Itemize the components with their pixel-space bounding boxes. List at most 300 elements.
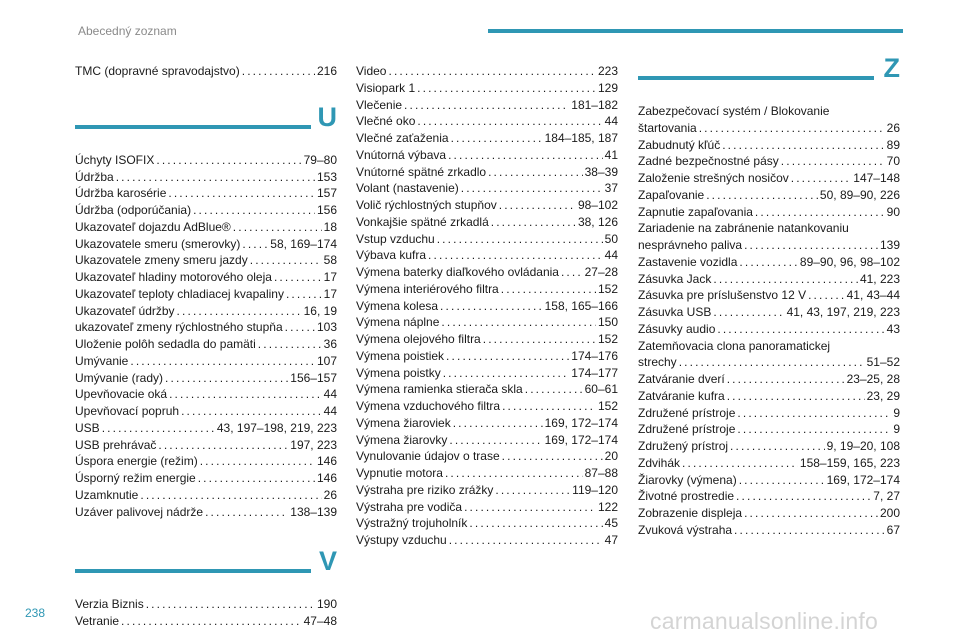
index-entry bbox=[75, 252, 337, 269]
dot-leader bbox=[286, 286, 322, 303]
index-entry-page: 9 bbox=[893, 405, 900, 420]
entries-z-3 bbox=[638, 354, 900, 538]
dot-leader bbox=[679, 354, 865, 371]
dot-leader bbox=[744, 237, 878, 254]
dot-leader bbox=[501, 281, 596, 298]
index-entry-page: 20 bbox=[604, 449, 618, 464]
dot-leader bbox=[233, 219, 322, 236]
index-entry bbox=[356, 415, 618, 432]
index-entry bbox=[75, 202, 337, 219]
index-entry-page: 90 bbox=[886, 204, 900, 219]
dot-leader bbox=[722, 137, 884, 154]
index-entry-page: 26 bbox=[886, 120, 900, 135]
index-entry-page: 169, 172–174 bbox=[544, 432, 618, 447]
section-header-z bbox=[638, 53, 900, 103]
dot-leader bbox=[469, 515, 602, 532]
dot-leader bbox=[495, 482, 570, 499]
index-entry-text: Výmena ramienka stierača skla bbox=[356, 382, 523, 397]
index-entry bbox=[638, 354, 900, 371]
index-entry-text: Umývanie (rady) bbox=[75, 370, 164, 385]
index-entry bbox=[638, 371, 900, 388]
header-accent-bar bbox=[488, 29, 903, 33]
index-entry-page: 89–90, 96, 98–102 bbox=[799, 254, 900, 269]
entry-line: Zariadenie na zabránenie natankovaniu bbox=[638, 221, 849, 236]
section-rule bbox=[75, 569, 311, 573]
index-entry bbox=[356, 164, 618, 181]
entry-line: Zatemňovacia clona panoramatickej bbox=[638, 338, 831, 353]
index-entry bbox=[356, 63, 618, 80]
index-entry-text: Údržba (odporúčania) bbox=[75, 203, 192, 217]
section-letter-u: U bbox=[317, 101, 337, 132]
index-entry-page: 43, 197–198, 219, 223 bbox=[216, 420, 337, 435]
index-entry bbox=[356, 197, 618, 214]
index-entry-page: 9, 19–20, 108 bbox=[826, 439, 900, 453]
dot-leader bbox=[737, 421, 891, 438]
index-entry bbox=[638, 271, 900, 288]
dot-leader bbox=[140, 487, 321, 504]
index-entry-page: 23, 29 bbox=[866, 388, 900, 403]
index-entry-page: 184–185, 187 bbox=[544, 131, 618, 145]
dot-leader bbox=[451, 130, 543, 147]
dot-leader bbox=[453, 415, 543, 432]
index-entry-page: 103 bbox=[316, 320, 337, 335]
index-entry bbox=[356, 214, 618, 231]
index-entry-page: 44 bbox=[323, 387, 337, 402]
entries-t bbox=[75, 63, 337, 80]
index-entry-page: 26 bbox=[323, 487, 337, 502]
dot-leader bbox=[417, 80, 596, 97]
index-entry-page: 169, 172–174 bbox=[544, 415, 618, 430]
entries-z-1 bbox=[638, 120, 900, 221]
index-entry-text: Výstupy vzduchu bbox=[356, 533, 447, 547]
dot-leader bbox=[445, 465, 583, 482]
index-entry-page: 17 bbox=[323, 270, 337, 284]
index-entry bbox=[75, 286, 337, 303]
dot-leader bbox=[727, 371, 845, 388]
dot-leader bbox=[717, 321, 884, 338]
index-entry bbox=[356, 398, 618, 415]
index-entry bbox=[75, 613, 337, 630]
dot-leader bbox=[461, 180, 603, 197]
index-entry bbox=[75, 63, 337, 80]
index-entry-page: 156 bbox=[316, 203, 337, 217]
index-entry bbox=[75, 319, 337, 336]
index-entry-page: 50, 89–90, 226 bbox=[819, 187, 900, 202]
index-entry-page: 156–157 bbox=[290, 370, 337, 385]
index-entry-text: Výmena vzduchového filtra bbox=[356, 399, 501, 413]
index-entry-text: Združené prístroje bbox=[638, 422, 736, 437]
index-entry-page: 44 bbox=[604, 248, 618, 263]
index-entry bbox=[356, 180, 618, 197]
index-entry bbox=[638, 187, 900, 204]
index-entry bbox=[75, 169, 337, 186]
index-entry-text: Uzáver palivovej nádrže bbox=[75, 504, 204, 519]
dot-leader bbox=[121, 613, 302, 630]
index-entry-text: Ukazovateľ teploty chladiacej kvapaliny bbox=[75, 286, 284, 301]
index-entry-text: Výmena žiarovky bbox=[356, 432, 448, 447]
index-entry-text: štartovania bbox=[638, 120, 697, 135]
dot-leader bbox=[116, 169, 315, 186]
index-entry bbox=[638, 388, 900, 405]
index-entry bbox=[638, 153, 900, 170]
dot-leader bbox=[736, 488, 871, 505]
index-entry-text: Zapaľovanie bbox=[638, 187, 705, 202]
index-entry-text: Zatváranie dverí bbox=[638, 372, 725, 386]
dot-leader bbox=[146, 596, 315, 613]
index-entry-text: Ukazovateľ dojazdu AdBlue® bbox=[75, 219, 231, 234]
index-entry-text: Ukazovateľ údržby bbox=[75, 303, 175, 318]
index-entry-text: Upevňovací popruh bbox=[75, 404, 180, 418]
index-entry bbox=[356, 515, 618, 532]
dot-leader bbox=[727, 388, 865, 405]
index-entry-text: Zvuková výstraha bbox=[638, 522, 733, 537]
index-entry bbox=[356, 97, 618, 114]
index-entry-text: Zabudnutý kľúč bbox=[638, 137, 721, 152]
index-entry-text: Zdvihák bbox=[638, 455, 681, 470]
index-entry-text: Ukazovatele zmeny smeru jazdy bbox=[75, 253, 248, 268]
index-entry-text: Výmena baterky diaľkového ovládania bbox=[356, 265, 559, 279]
index-entry bbox=[356, 448, 618, 465]
dot-leader bbox=[561, 264, 583, 281]
section-letter-v: V bbox=[318, 546, 337, 577]
index-entry bbox=[356, 113, 618, 130]
index-entry bbox=[75, 353, 337, 370]
index-entry bbox=[638, 488, 900, 505]
index-entry bbox=[75, 386, 337, 403]
dot-leader bbox=[258, 336, 322, 353]
index-entry bbox=[75, 303, 337, 320]
dot-leader bbox=[165, 370, 288, 387]
index-entry-text: Uzamknutie bbox=[75, 487, 139, 502]
dot-leader bbox=[181, 403, 322, 420]
dot-leader bbox=[193, 202, 315, 219]
index-entry-page: 129 bbox=[597, 80, 618, 95]
section-letter-z: Z bbox=[883, 53, 900, 83]
index-entry bbox=[356, 499, 618, 516]
index-entry-page: 38–39 bbox=[584, 164, 618, 179]
dot-leader bbox=[781, 153, 885, 170]
dot-leader bbox=[491, 214, 576, 231]
index-entry bbox=[356, 130, 618, 147]
index-entry-page: 41 bbox=[604, 147, 618, 162]
index-entry bbox=[638, 522, 900, 539]
index-entry-page: 98–102 bbox=[577, 198, 618, 212]
dot-leader bbox=[428, 247, 603, 264]
index-entry bbox=[356, 348, 618, 365]
index-entry bbox=[356, 231, 618, 248]
index-entry-text: Údržba bbox=[75, 169, 114, 184]
index-entry-page: 147–148 bbox=[853, 171, 900, 185]
index-entry-page: 223 bbox=[597, 64, 618, 78]
index-entry-text: Vnútorná výbava bbox=[356, 147, 447, 162]
dot-leader bbox=[483, 331, 596, 348]
running-header: Abecedný zoznam bbox=[78, 24, 177, 38]
dot-leader bbox=[734, 522, 885, 539]
index-entry bbox=[75, 504, 337, 521]
dot-leader bbox=[285, 319, 315, 336]
index-entry bbox=[356, 314, 618, 331]
index-entry-text: Výstraha pre riziko zrážky bbox=[356, 482, 494, 497]
index-entry-text: Verzia Biznis bbox=[75, 597, 144, 612]
index-entry-text: Výmena poistky bbox=[356, 365, 441, 380]
index-entry-text: Visiopark 1 bbox=[356, 80, 416, 95]
index-entry-page: 174–177 bbox=[571, 365, 618, 380]
index-entry bbox=[75, 370, 337, 387]
index-column-1 bbox=[75, 63, 337, 630]
dot-leader bbox=[737, 405, 891, 422]
index-entry-text: Zásuvka pre príslušenstvo 12 V bbox=[638, 288, 807, 303]
index-entry bbox=[356, 80, 618, 97]
index-entry-page: 47 bbox=[604, 533, 618, 547]
index-entry-text: Umývanie bbox=[75, 353, 129, 368]
dot-leader bbox=[205, 504, 288, 521]
dot-leader bbox=[443, 365, 570, 382]
entry-line: Zabezpečovací systém / Blokovanie bbox=[638, 104, 830, 118]
index-entry-page: 9 bbox=[893, 422, 900, 437]
index-entry-page: 139 bbox=[879, 238, 900, 252]
entries-v-continued bbox=[356, 63, 618, 549]
index-entry-text: USB bbox=[75, 420, 100, 435]
index-entry bbox=[75, 185, 337, 202]
index-entry-page: 41, 43–44 bbox=[846, 288, 900, 303]
dot-leader bbox=[388, 63, 595, 80]
index-entry-text: Zásuvka USB bbox=[638, 305, 712, 319]
index-entry-text: Vlečné oko bbox=[356, 114, 416, 129]
dot-leader bbox=[158, 437, 288, 454]
dot-leader bbox=[198, 470, 315, 487]
index-entry-page: 45 bbox=[604, 516, 618, 531]
index-entry-text: USB prehrávač bbox=[75, 437, 157, 452]
index-entry bbox=[638, 455, 900, 472]
index-entry bbox=[638, 321, 900, 338]
dot-leader bbox=[102, 420, 215, 437]
index-entry bbox=[75, 403, 337, 420]
index-entry-page: 146 bbox=[316, 454, 337, 469]
dot-leader bbox=[177, 303, 302, 320]
index-entry-text: Výbava kufra bbox=[356, 248, 427, 263]
index-entry bbox=[75, 152, 337, 169]
index-entry bbox=[356, 247, 618, 264]
index-entry-page: 44 bbox=[323, 404, 337, 418]
index-entry bbox=[75, 487, 337, 504]
index-entry bbox=[75, 219, 337, 236]
index-entry bbox=[356, 465, 618, 482]
index-entry-text: Výmena kolesa bbox=[356, 298, 439, 313]
index-entry bbox=[75, 236, 337, 253]
index-entry-page: 146 bbox=[316, 471, 337, 485]
index-entry-page: 152 bbox=[597, 399, 618, 413]
index-entry-text: Údržba karosérie bbox=[75, 186, 167, 201]
dot-leader bbox=[169, 386, 322, 403]
index-entry bbox=[356, 264, 618, 281]
index-entry-text: Výstražný trojuholník bbox=[356, 516, 468, 531]
index-entry bbox=[638, 254, 900, 271]
index-entry-text: Úsporný režim energie bbox=[75, 471, 196, 485]
entries-z-2 bbox=[638, 237, 900, 338]
index-entry-text: Združený prístroj bbox=[638, 439, 729, 453]
index-entry bbox=[75, 470, 337, 487]
index-entry-page: 153 bbox=[316, 169, 337, 184]
index-entry-text: Zapnutie zapaľovania bbox=[638, 204, 753, 219]
dot-leader bbox=[156, 152, 301, 169]
page-number: 238 bbox=[25, 606, 46, 620]
dot-leader bbox=[130, 353, 315, 370]
dot-leader bbox=[168, 185, 315, 202]
index-entry bbox=[638, 304, 900, 321]
index-entry-page: 122 bbox=[597, 499, 618, 514]
index-entry bbox=[75, 336, 337, 353]
index-entry-text: Volič rýchlostných stupňov bbox=[356, 198, 497, 212]
index-entry-text: Vonkajšie spätné zrkadlá bbox=[356, 214, 489, 229]
index-entry bbox=[638, 137, 900, 154]
dot-leader bbox=[808, 287, 845, 304]
index-entry bbox=[75, 596, 337, 613]
dot-leader bbox=[706, 187, 818, 204]
index-entry-page: 190 bbox=[316, 597, 337, 612]
index-entry bbox=[75, 437, 337, 454]
index-entry bbox=[356, 365, 618, 382]
entries-v bbox=[75, 596, 337, 630]
dot-leader bbox=[744, 505, 878, 522]
index-entry bbox=[638, 120, 900, 137]
index-entry-page: 43 bbox=[886, 321, 900, 336]
index-entry bbox=[638, 287, 900, 304]
dot-leader bbox=[488, 164, 583, 181]
index-entry-page: 181–182 bbox=[571, 97, 618, 112]
index-entry-text: Životné prostredie bbox=[638, 489, 735, 504]
index-entry-text: Výmena žiaroviek bbox=[356, 415, 451, 430]
index-entry-text: Vstup vzduchu bbox=[356, 231, 435, 246]
index-entry-page: 18 bbox=[323, 219, 337, 234]
index-entry-text: TMC (dopravné spravodajstvo) bbox=[75, 64, 240, 78]
index-entry-page: 158, 165–166 bbox=[544, 298, 618, 313]
index-entry bbox=[356, 331, 618, 348]
index-entry-page: 60–61 bbox=[584, 382, 618, 397]
index-entry-text: Výmena poistiek bbox=[356, 348, 445, 363]
index-entry bbox=[75, 269, 337, 286]
index-entry bbox=[356, 298, 618, 315]
index-entry-text: Upevňovacie oká bbox=[75, 387, 168, 402]
index-entry bbox=[356, 381, 618, 398]
index-entry-page: 138–139 bbox=[290, 504, 337, 519]
dot-leader bbox=[713, 304, 784, 321]
dot-leader bbox=[713, 271, 858, 288]
dot-leader bbox=[755, 204, 885, 221]
dot-leader bbox=[449, 432, 542, 449]
index-entry-text: Výstraha pre vodiča bbox=[356, 499, 463, 514]
dot-leader bbox=[274, 269, 322, 286]
dot-leader bbox=[730, 438, 825, 455]
index-entry-text: Vlečenie bbox=[356, 97, 403, 112]
index-entry-page: 16, 19 bbox=[303, 303, 337, 318]
index-entry-page: 37 bbox=[604, 181, 618, 196]
index-entry-page: 79–80 bbox=[303, 152, 337, 167]
index-entry-text: Vypnutie motora bbox=[356, 466, 443, 480]
index-entry-text: Video bbox=[356, 64, 387, 78]
index-entry bbox=[356, 482, 618, 499]
dot-leader bbox=[525, 381, 583, 398]
index-column-3 bbox=[638, 53, 900, 539]
index-entry-text: Výmena náplne bbox=[356, 315, 440, 330]
index-entry-page: 67 bbox=[886, 522, 900, 537]
index-entry bbox=[75, 420, 337, 437]
index-entry-page: 27–28 bbox=[584, 265, 618, 279]
watermark: carmanualsonline.info bbox=[650, 608, 878, 634]
index-entry-page: 58, 169–174 bbox=[270, 236, 337, 251]
index-entry-page: 216 bbox=[316, 64, 337, 78]
index-entry-text: Zatváranie kufra bbox=[638, 388, 725, 403]
index-entry-page: 38, 126 bbox=[577, 214, 618, 229]
index-entry-text: Vetranie bbox=[75, 614, 120, 628]
dot-leader bbox=[242, 236, 268, 253]
index-entry-page: 119–120 bbox=[572, 482, 618, 497]
index-entry-text: Vynulovanie údajov o trase bbox=[356, 449, 500, 464]
index-entry-text: strechy bbox=[638, 355, 677, 370]
index-entry-page: 107 bbox=[316, 353, 337, 368]
index-entry-page: 47–48 bbox=[303, 614, 337, 628]
index-entry bbox=[638, 170, 900, 187]
index-entry-text: nesprávneho paliva bbox=[638, 238, 743, 252]
index-entry-page: 17 bbox=[323, 286, 337, 301]
index-entry bbox=[638, 438, 900, 455]
index-entry-page: 152 bbox=[597, 281, 618, 296]
index-entry-page: 87–88 bbox=[584, 466, 618, 480]
section-header-u bbox=[75, 101, 337, 152]
dot-leader bbox=[417, 113, 602, 130]
dot-leader bbox=[682, 455, 798, 472]
index-entry bbox=[638, 237, 900, 254]
index-entry-page: 70 bbox=[886, 154, 900, 169]
dot-leader bbox=[448, 147, 603, 164]
index-entry-text: Zobrazenie displeja bbox=[638, 506, 743, 520]
dot-leader bbox=[250, 252, 322, 269]
index-entry bbox=[356, 281, 618, 298]
dot-leader bbox=[242, 63, 315, 80]
index-entry-text: Zásuvka Jack bbox=[638, 271, 712, 286]
index-column-2 bbox=[356, 63, 618, 549]
index-entry-text: Združené prístroje bbox=[638, 405, 736, 420]
index-entry-text: Zadné bezpečnostné pásy bbox=[638, 154, 779, 169]
index-entry bbox=[638, 204, 900, 221]
index-entry-page: 157 bbox=[316, 186, 337, 201]
index-entry-page: 41, 223 bbox=[859, 271, 900, 286]
index-entry bbox=[638, 405, 900, 422]
index-entry-text: Ukazovateľ hladiny motorového oleja bbox=[75, 270, 272, 284]
index-entry-page: 23–25, 28 bbox=[846, 372, 900, 386]
index-entry-page: 200 bbox=[879, 506, 900, 520]
index-entry-text: Úchyty ISOFIX bbox=[75, 152, 155, 167]
dot-leader bbox=[200, 453, 315, 470]
index-entry-text: Zásuvky audio bbox=[638, 321, 716, 336]
section-header-v bbox=[75, 546, 337, 596]
index-entry-page: 36 bbox=[323, 337, 337, 351]
index-entry-text: Vnútorné spätné zrkadlo bbox=[356, 164, 487, 179]
section-rule bbox=[75, 125, 311, 129]
index-entry-page: 51–52 bbox=[866, 355, 900, 370]
index-entry bbox=[638, 421, 900, 438]
index-entry-page: 41, 43, 197, 219, 223 bbox=[786, 305, 900, 319]
index-entry-text: Uloženie polôh sedadla do pamäti bbox=[75, 337, 256, 351]
dot-leader bbox=[437, 231, 603, 248]
dot-leader bbox=[499, 197, 576, 214]
dot-leader bbox=[739, 472, 825, 489]
index-entry-text: Výmena interiérového filtra bbox=[356, 281, 499, 296]
index-entry-page: 174–176 bbox=[571, 348, 618, 363]
index-entry-text: Výmena olejového filtra bbox=[356, 332, 481, 346]
index-entry bbox=[356, 432, 618, 449]
index-entry-text: Založenie strešných nosičov bbox=[638, 171, 789, 185]
index-entry-text: ukazovateľ zmeny rýchlostného stupňa bbox=[75, 320, 283, 335]
